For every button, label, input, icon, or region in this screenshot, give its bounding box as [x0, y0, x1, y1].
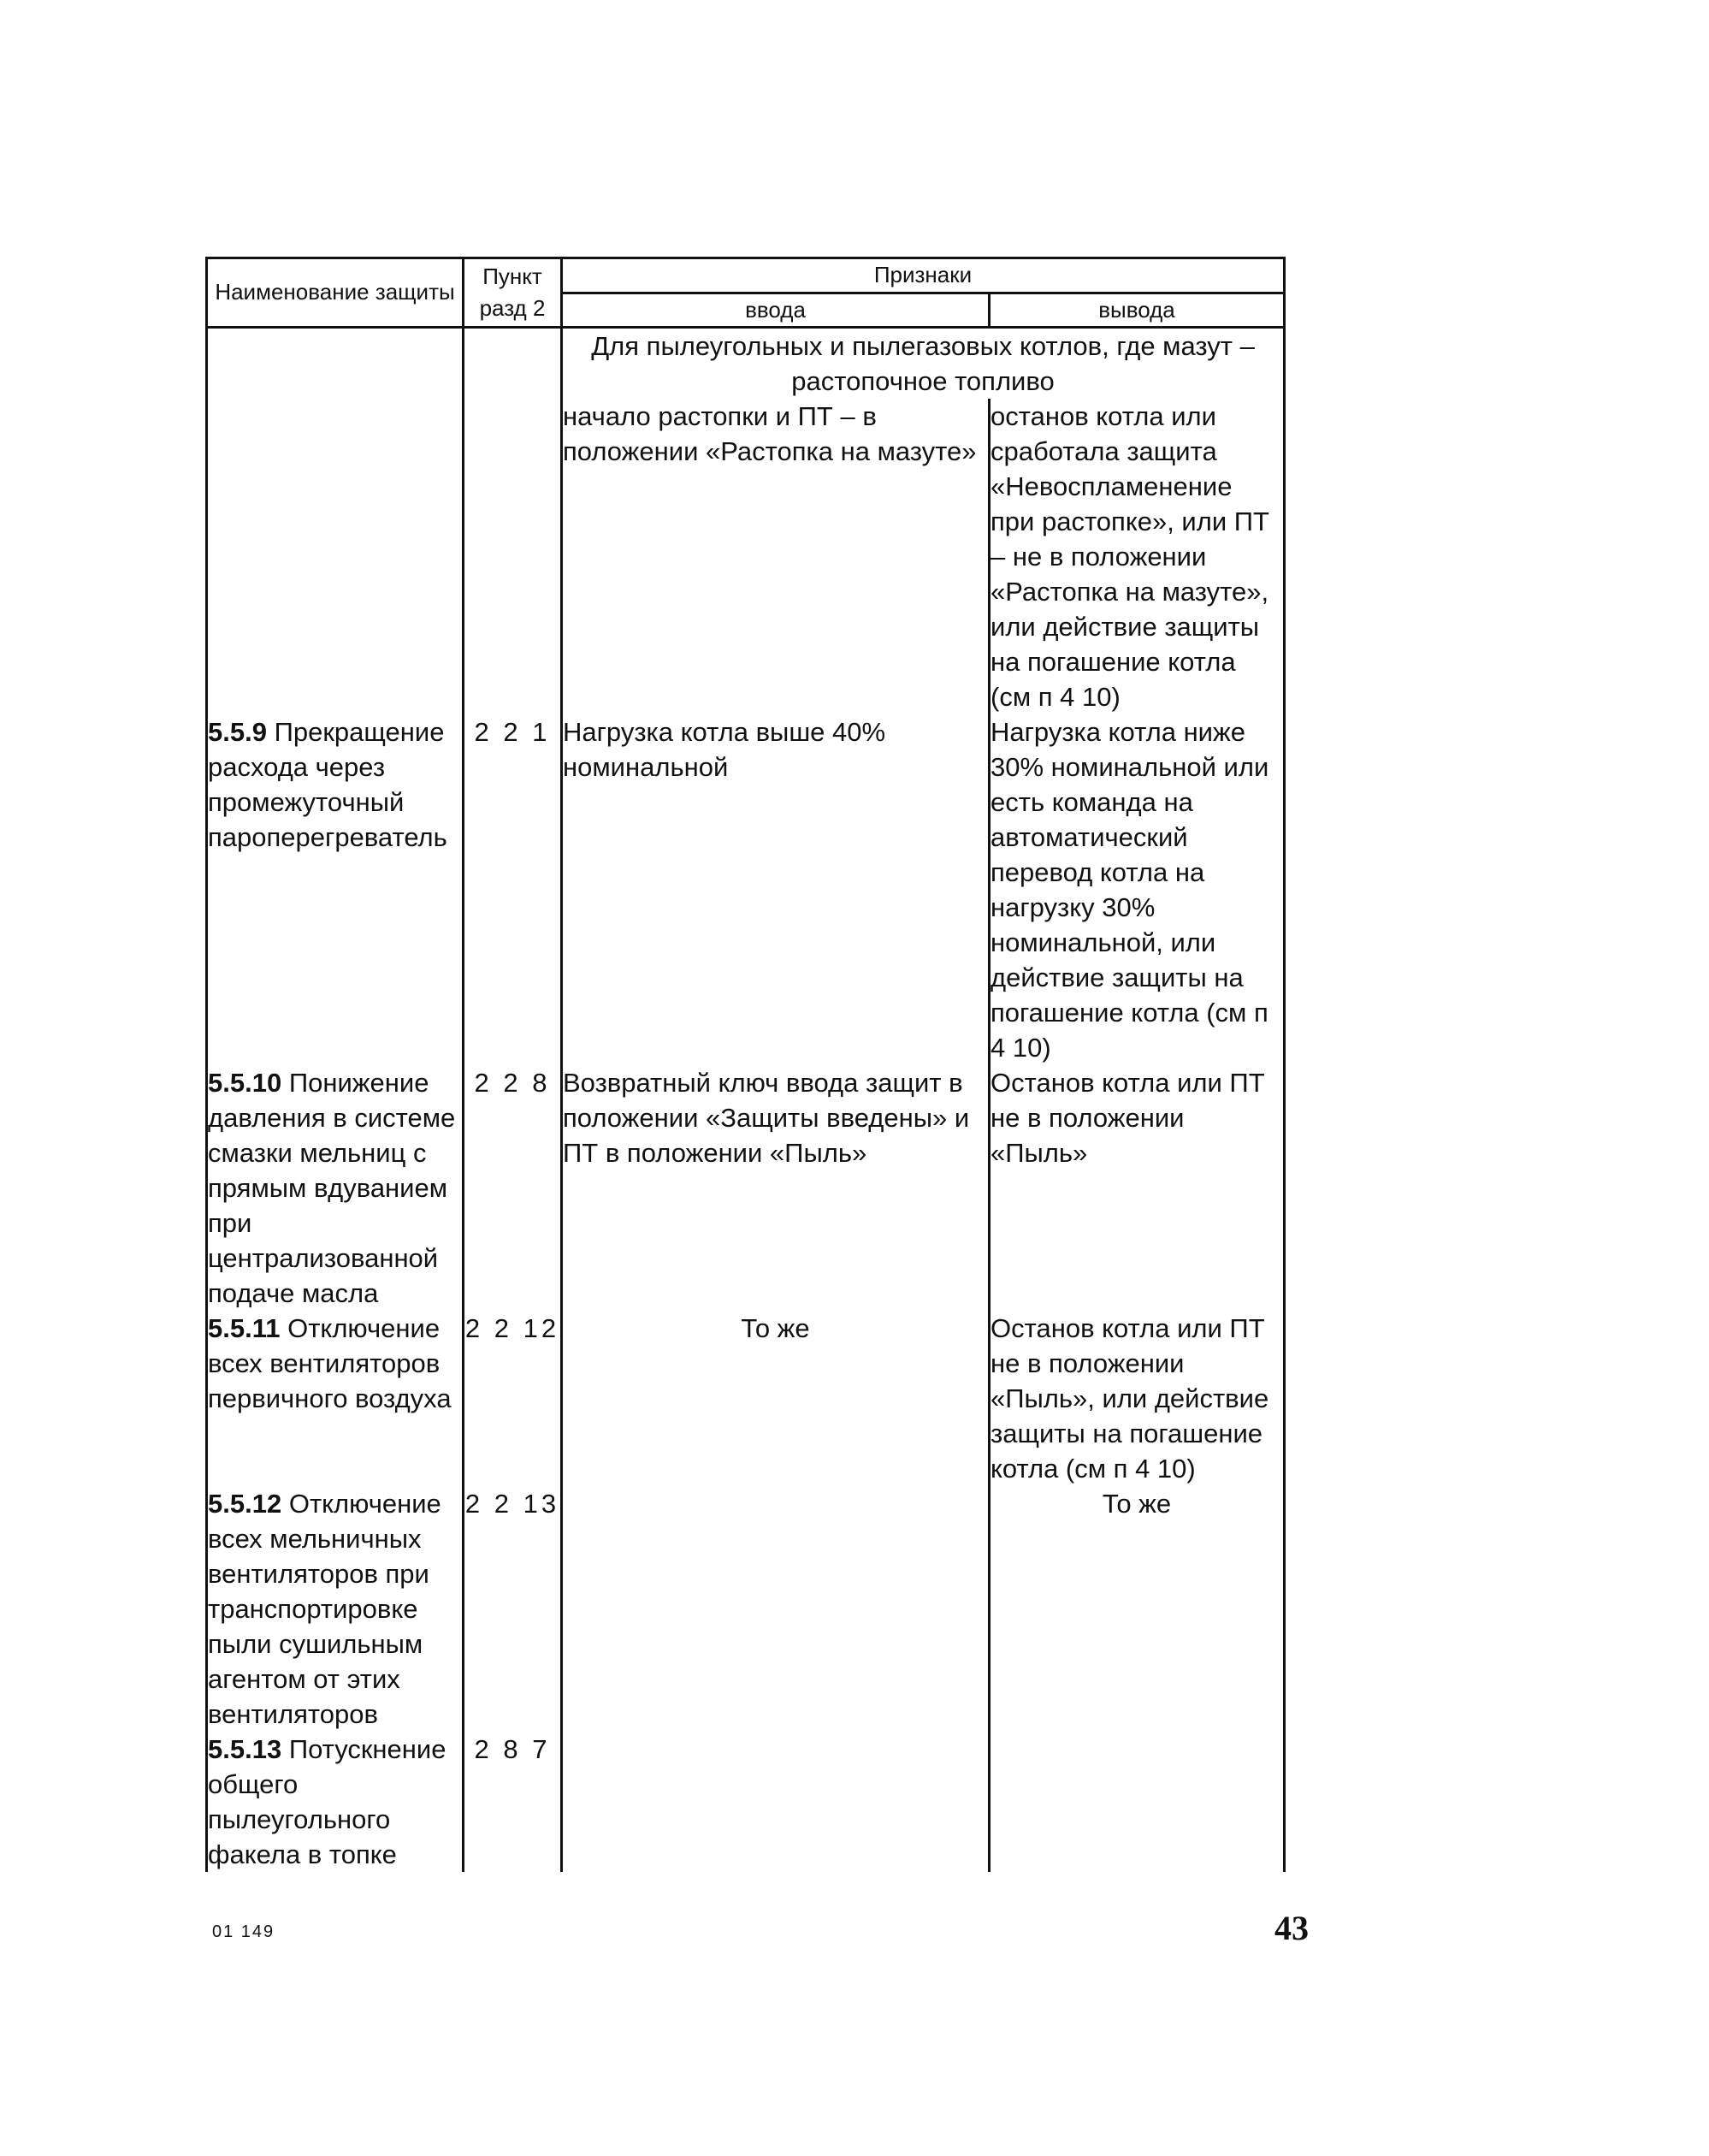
row-item: 2 2 8 [464, 1065, 562, 1311]
row-output [990, 1732, 1285, 1872]
row-input: То же [562, 1311, 990, 1486]
row-number: 5.5.13 [208, 1734, 282, 1765]
header-input: ввода [562, 293, 990, 328]
row-item: 2 2 12 [464, 1311, 562, 1486]
header-signs: Признаки [562, 258, 1285, 293]
header-name: Наименование защиты [207, 258, 464, 328]
group-title: Для пылеугольных и пылегазовых котлов, где мазут – растопочное топливо [562, 328, 1285, 400]
table-row [207, 399, 1285, 714]
row-output: останов котла или сработала защита «Невоспламенение при растопке», или ПТ – не в положении «Растопка на мазуте», или действие защиты на погашение котла (см п 4 10) [990, 399, 1285, 714]
row-input: Нагрузка котла выше 40% номинальной [562, 714, 990, 1065]
row-title: Понижение давления в системе смазки мельниц с прямым вдуванием при централизованной подаче масла [208, 1068, 456, 1309]
row-input: начало растопки и ПТ – в положении «Растопка на мазуте» [562, 399, 990, 714]
row-name [207, 1065, 464, 1311]
row-input [562, 1732, 990, 1872]
row-name [207, 1732, 464, 1872]
table-row [207, 1486, 1285, 1732]
protection-table [205, 257, 1286, 1872]
row-name [207, 1311, 464, 1486]
row-output: Останов котла или ПТ не в положении «Пыль», или действие защиты на погашение котла (см п 4 10) [990, 1311, 1285, 1486]
table-row [207, 1311, 1285, 1486]
row-output: Нагрузка котла ниже 30% номинальной или есть команда на автоматический перевод котла на нагрузку 30% номинальной, или действие защиты на погашение котла (см п 4 10) [990, 714, 1285, 1065]
row-item: 2 2 13 [464, 1486, 562, 1732]
row-item: 2 8 7 [464, 1732, 562, 1872]
row-title: Потускнение общего пылеугольного факела в топке [208, 1734, 446, 1870]
row-output: То же [990, 1486, 1285, 1732]
header-output: вывода [990, 293, 1285, 328]
row-name [207, 714, 464, 1065]
row-number: 5.5.10 [208, 1068, 282, 1099]
footer-code: 01 149 [212, 1922, 275, 1941]
table-row [207, 1732, 1285, 1872]
row-name [207, 1486, 464, 1732]
row-number: 5.5.12 [208, 1489, 282, 1519]
row-input [562, 1486, 990, 1732]
row-input: Возвратный ключ ввода защит в положении «Защиты введены» и ПТ в положении «Пыль» [562, 1065, 990, 1311]
row-title: Прекращение расхода через промежуточный пароперегреватель [208, 717, 447, 853]
table-row [207, 1065, 1285, 1311]
row-number: 5.5.11 [208, 1313, 281, 1344]
header-item: Пункт разд 2 [464, 258, 562, 328]
row-title: Отключение всех вентиляторов первичного воздуха [208, 1313, 452, 1414]
table-row [207, 714, 1285, 1065]
row-item: 2 2 1 [464, 714, 562, 1065]
row-title: Отключение всех мельничных вентиляторов при транспортировке пыли сушильным агентом от этих вентиляторов [208, 1489, 441, 1730]
row-number: 5.5.9 [208, 717, 267, 748]
row-output: Останов котла или ПТ не в положении «Пыль» [990, 1065, 1285, 1311]
page-number: 43 [1274, 1909, 1309, 1947]
